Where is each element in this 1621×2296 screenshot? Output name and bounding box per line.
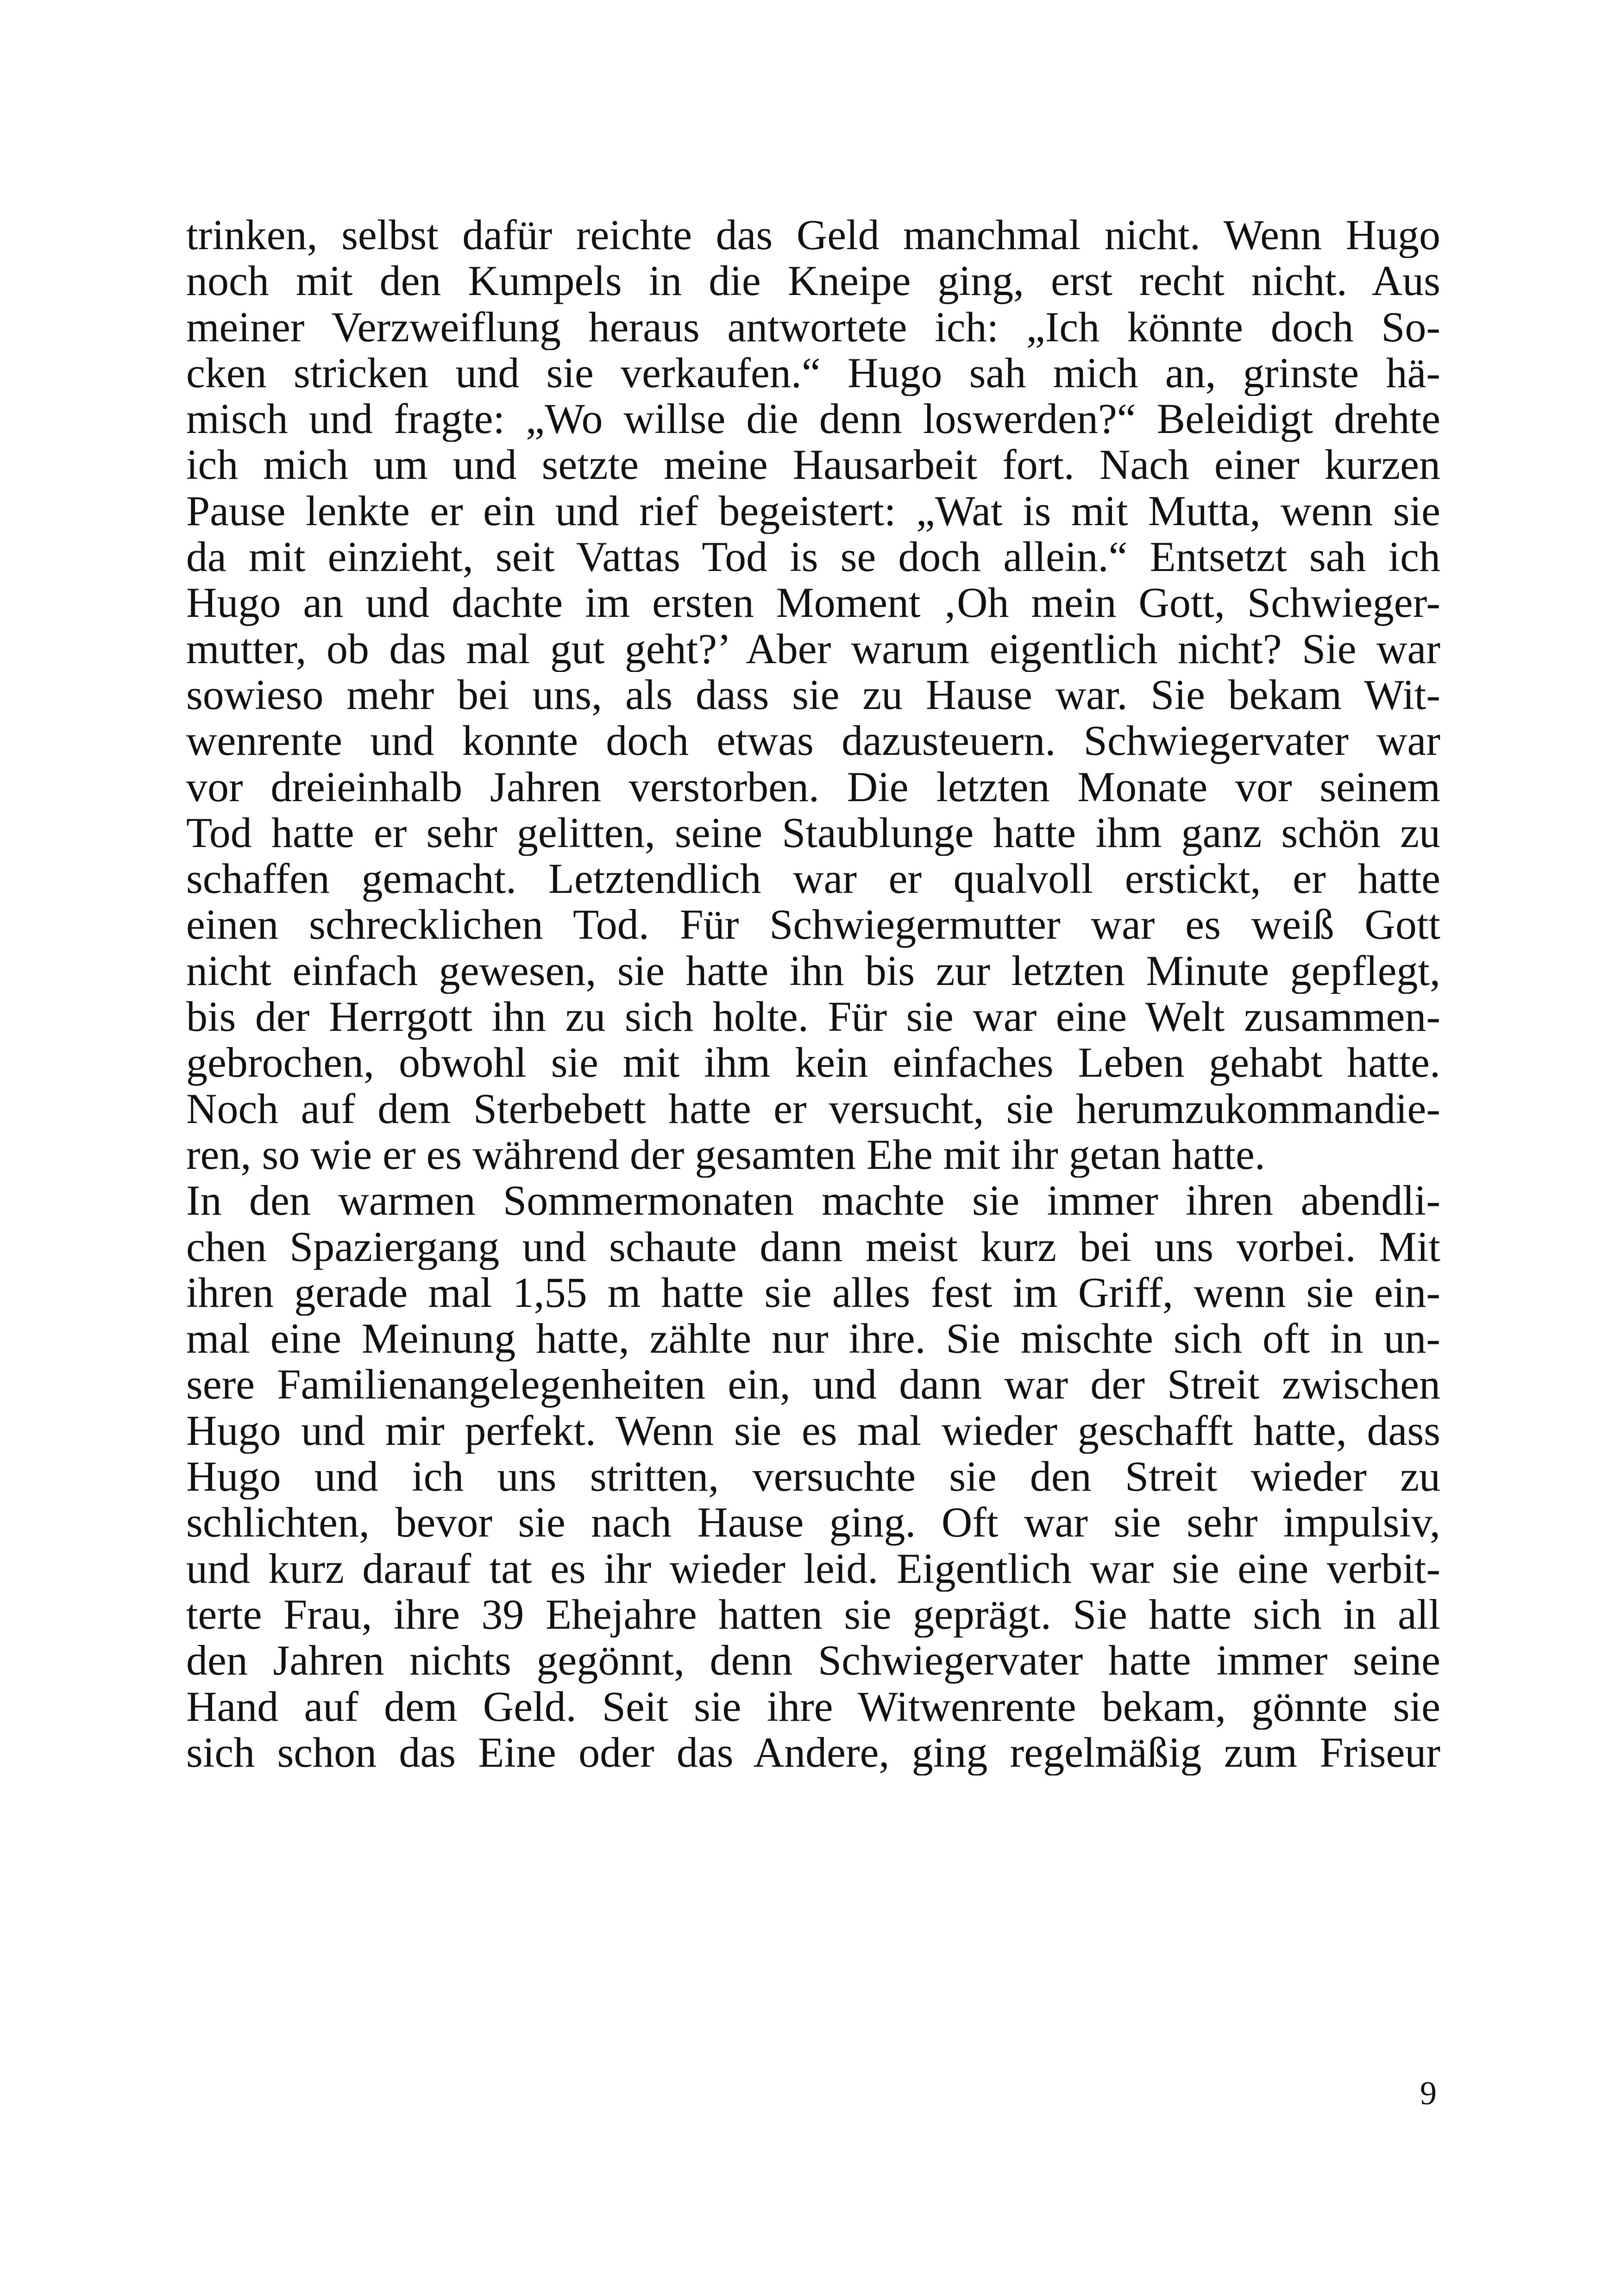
text-line: mutter, ob das mal gut geht?’ Aber warum eigentlich nicht? Sie war (186, 626, 1440, 672)
text-line: In den warmen Sommermonaten machte sie immer ihren abendli- (186, 1178, 1440, 1224)
text-line: Noch auf dem Sterbebett hatte er versucht, sie herumzukommandie- (186, 1085, 1440, 1132)
text-line: da mit einzieht, seit Vattas Tod is se doch allein.“ Entsetzt sah ich (186, 534, 1440, 580)
text-line: wenrente und konnte doch etwas dazusteuern. Schwiegervater war (186, 718, 1440, 764)
text-line: terte Frau, ihre 39 Ehejahre hatten sie geprägt. Sie hatte sich in all (186, 1591, 1440, 1638)
text-line: vor dreieinhalb Jahren verstorben. Die letzten Monate vor seinem (186, 764, 1440, 810)
text-line: chen Spaziergang und schaute dann meist kurz bei uns vorbei. Mit (186, 1223, 1440, 1270)
text-line: ihren gerade mal 1,55 m hatte sie alles fest im Griff, wenn sie ein- (186, 1269, 1440, 1316)
text-line: Pause lenkte er ein und rief begeistert: „Wat is mit Mutta, wenn sie (186, 488, 1440, 534)
text-line: cken stricken und sie verkaufen.“ Hugo sah mich an, grinste hä- (186, 350, 1440, 396)
text-line: Hand auf dem Geld. Seit sie ihre Witwenrente bekam, gönnte sie (186, 1683, 1440, 1730)
text-line: Hugo und ich uns stritten, versuchte sie den Streit wieder zu (186, 1454, 1440, 1500)
text-line: mal eine Meinung hatte, zählte nur ihre. Sie mischte sich oft in un- (186, 1316, 1440, 1362)
text-line: Tod hatte er sehr gelitten, seine Staublunge hatte ihm ganz schön zu (186, 809, 1440, 856)
text-line: misch und fragte: „Wo willse die denn loswerden?“ Beleidigt drehte (186, 396, 1440, 442)
text-line: einen schrecklichen Tod. Für Schwiegermutter war es weiß Gott (186, 902, 1440, 948)
text-line: ich mich um und setzte meine Hausarbeit fort. Nach einer kurzen (186, 442, 1440, 488)
text-line: sich schon das Eine oder das Andere, ging regelmäßig zum Friseur (186, 1729, 1440, 1776)
page-number: 9 (1420, 2075, 1437, 2112)
text-line: ren, so wie er es während der gesamten Ehe mit ihr getan hatte. (186, 1131, 1265, 1178)
text-line: meiner Verzweiflung heraus antwortete ich: „Ich könnte doch So- (186, 304, 1440, 350)
text-line: bis der Herrgott ihn zu sich holte. Für sie war eine Welt zusammen- (186, 994, 1440, 1040)
body-text (186, 212, 1440, 1775)
text-line: schlichten, bevor sie nach Hause ging. Oft war sie sehr impulsiv, (186, 1499, 1440, 1546)
text-line: und kurz darauf tat es ihr wieder leid. Eigentlich war sie eine verbit- (186, 1545, 1440, 1592)
text-line: sere Familienangelegenheiten ein, und dann war der Streit zwischen (186, 1361, 1440, 1408)
text-line: noch mit den Kumpels in die Kneipe ging, erst recht nicht. Aus (186, 258, 1440, 304)
text-line: sowieso mehr bei uns, als dass sie zu Hause war. Sie bekam Wit- (186, 671, 1440, 718)
text-line: Hugo an und dachte im ersten Moment ‚Oh mein Gott, Schwieger- (186, 580, 1440, 626)
text-line: gebrochen, obwohl sie mit ihm kein einfaches Leben gehabt hatte. (186, 1040, 1440, 1086)
text-line: den Jahren nichts gegönnt, denn Schwiegervater hatte immer seine (186, 1637, 1440, 1684)
text-line: trinken, selbst dafür reichte das Geld manchmal nicht. Wenn Hugo (186, 212, 1440, 258)
text-line: Hugo und mir perfekt. Wenn sie es mal wieder geschafft hatte, dass (186, 1407, 1440, 1454)
text-line: nicht einfach gewesen, sie hatte ihn bis zur letzten Minute gepflegt, (186, 947, 1440, 994)
text-line: schaffen gemacht. Letztendlich war er qualvoll erstickt, er hatte (186, 856, 1440, 902)
